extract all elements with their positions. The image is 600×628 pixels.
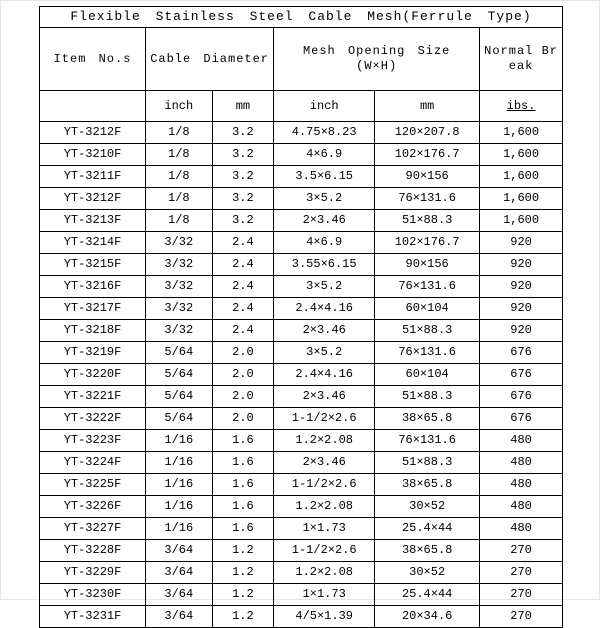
cell-mesh-inch: 3×5.2 <box>274 276 375 298</box>
cell-cable-inch: 1/16 <box>146 518 213 540</box>
cell-item-no: YT-3215F <box>40 254 146 276</box>
cell-cable-mm: 2.0 <box>212 408 274 430</box>
cell-mesh-inch: 2×3.46 <box>274 210 375 232</box>
table-row <box>40 606 563 628</box>
cell-item-no: YT-3213F <box>40 210 146 232</box>
unit-break-ibs <box>480 91 563 122</box>
cell-item-no: YT-3229F <box>40 562 146 584</box>
cell-cable-mm: 2.0 <box>212 342 274 364</box>
cell-cable-inch: 5/64 <box>146 386 213 408</box>
cell-cable-mm: 1.6 <box>212 474 274 496</box>
cell-cable-mm: 3.2 <box>212 166 274 188</box>
cell-mesh-mm: 30×52 <box>375 496 480 518</box>
cell-mesh-inch: 3.5×6.15 <box>274 166 375 188</box>
cell-cable-mm: 2.4 <box>212 298 274 320</box>
table-row <box>40 122 563 144</box>
table-body <box>40 122 563 628</box>
cell-cable-inch: 1/8 <box>146 188 213 210</box>
unit-item-empty <box>40 91 146 122</box>
cell-mesh-inch: 1.2×2.08 <box>274 562 375 584</box>
cell-cable-mm: 2.0 <box>212 386 274 408</box>
cell-mesh-inch: 2×3.46 <box>274 386 375 408</box>
cell-cable-inch: 1/16 <box>146 430 213 452</box>
cell-cable-inch: 5/64 <box>146 342 213 364</box>
cell-mesh-mm: 25.4×44 <box>375 584 480 606</box>
cell-cable-inch: 3/64 <box>146 606 213 628</box>
cell-item-no: YT-3225F <box>40 474 146 496</box>
header-mesh-opening-size <box>274 28 480 91</box>
table-row <box>40 320 563 342</box>
cell-mesh-inch: 1.2×2.08 <box>274 430 375 452</box>
cell-item-no: YT-3222F <box>40 408 146 430</box>
cell-mesh-inch: 4.75×8.23 <box>274 122 375 144</box>
table-row <box>40 144 563 166</box>
cell-item-no: YT-3224F <box>40 452 146 474</box>
cell-mesh-mm: 120×207.8 <box>375 122 480 144</box>
table-row <box>40 452 563 474</box>
cell-break: 480 <box>480 474 563 496</box>
cell-cable-inch: 1/8 <box>146 166 213 188</box>
cell-mesh-inch: 3×5.2 <box>274 342 375 364</box>
cell-break: 1,600 <box>480 188 563 210</box>
cell-break: 676 <box>480 386 563 408</box>
cell-item-no: YT-3231F <box>40 606 146 628</box>
cell-item-no: YT-3217F <box>40 298 146 320</box>
cell-cable-mm: 1.2 <box>212 584 274 606</box>
cell-mesh-mm: 60×104 <box>375 364 480 386</box>
table-row <box>40 254 563 276</box>
cell-item-no: YT-3226F <box>40 496 146 518</box>
cell-cable-mm: 1.6 <box>212 452 274 474</box>
cell-cable-inch: 3/64 <box>146 584 213 606</box>
cell-mesh-inch: 3.55×6.15 <box>274 254 375 276</box>
cell-break: 270 <box>480 606 563 628</box>
cell-cable-inch: 1/16 <box>146 496 213 518</box>
cell-cable-mm: 1.6 <box>212 430 274 452</box>
cell-mesh-mm: 102×176.7 <box>375 232 480 254</box>
cell-mesh-mm: 20×34.6 <box>375 606 480 628</box>
table-row <box>40 540 563 562</box>
cell-item-no: YT-3212F <box>40 188 146 210</box>
cell-mesh-mm: 51×88.3 <box>375 210 480 232</box>
cell-cable-mm: 2.0 <box>212 364 274 386</box>
header-mesh-opening-line1: Mesh Opening Size <box>302 44 451 58</box>
cell-cable-inch: 3/64 <box>146 540 213 562</box>
table-row <box>40 188 563 210</box>
cell-item-no: YT-3227F <box>40 518 146 540</box>
cell-mesh-inch: 1×1.73 <box>274 518 375 540</box>
table-row <box>40 298 563 320</box>
header-mesh-opening-line2: (W×H) <box>356 59 398 73</box>
cell-mesh-inch: 2.4×4.16 <box>274 364 375 386</box>
cell-mesh-inch: 4×6.9 <box>274 144 375 166</box>
cell-item-no: YT-3216F <box>40 276 146 298</box>
unit-break-label: ibs. <box>506 98 536 113</box>
cell-cable-mm: 1.6 <box>212 496 274 518</box>
unit-mesh-mm: mm <box>375 91 480 122</box>
cell-mesh-mm: 90×156 <box>375 166 480 188</box>
cell-cable-mm: 1.6 <box>212 518 274 540</box>
cell-break: 1,600 <box>480 166 563 188</box>
cell-cable-inch: 3/32 <box>146 276 213 298</box>
cell-cable-inch: 3/32 <box>146 320 213 342</box>
table-title: Flexible Stainless Steel Cable Mesh(Ferrule Type) <box>40 7 563 28</box>
cell-break: 480 <box>480 452 563 474</box>
cell-break: 480 <box>480 496 563 518</box>
cell-cable-mm: 2.4 <box>212 232 274 254</box>
table-row <box>40 474 563 496</box>
cell-cable-mm: 3.2 <box>212 122 274 144</box>
cell-cable-inch: 1/8 <box>146 144 213 166</box>
table-row <box>40 584 563 606</box>
cell-mesh-mm: 76×131.6 <box>375 276 480 298</box>
table-row <box>40 562 563 584</box>
cell-mesh-inch: 1.2×2.08 <box>274 496 375 518</box>
cell-cable-mm: 2.4 <box>212 254 274 276</box>
cell-cable-inch: 3/32 <box>146 232 213 254</box>
cell-cable-inch: 1/16 <box>146 474 213 496</box>
cell-cable-mm: 2.4 <box>212 276 274 298</box>
cell-cable-mm: 1.2 <box>212 562 274 584</box>
header-item-no: Item No.s <box>40 28 146 91</box>
unit-mesh-inch: inch <box>274 91 375 122</box>
cell-mesh-mm: 51×88.3 <box>375 386 480 408</box>
table-row <box>40 210 563 232</box>
cell-mesh-mm: 25.4×44 <box>375 518 480 540</box>
cell-mesh-mm: 102×176.7 <box>375 144 480 166</box>
cell-break: 920 <box>480 320 563 342</box>
cell-cable-mm: 2.4 <box>212 320 274 342</box>
cell-mesh-mm: 76×131.6 <box>375 342 480 364</box>
cell-item-no: YT-3214F <box>40 232 146 254</box>
cell-mesh-mm: 76×131.6 <box>375 430 480 452</box>
cell-mesh-mm: 38×65.8 <box>375 408 480 430</box>
cell-cable-inch: 1/8 <box>146 210 213 232</box>
cell-cable-inch: 1/16 <box>146 452 213 474</box>
cell-cable-inch: 5/64 <box>146 408 213 430</box>
cell-cable-mm: 3.2 <box>212 210 274 232</box>
cell-mesh-mm: 76×131.6 <box>375 188 480 210</box>
cell-break: 270 <box>480 562 563 584</box>
cell-item-no: YT-3220F <box>40 364 146 386</box>
cell-item-no: YT-3221F <box>40 386 146 408</box>
cell-break: 920 <box>480 298 563 320</box>
cell-mesh-inch: 1×1.73 <box>274 584 375 606</box>
table-title-row <box>40 7 563 28</box>
cell-item-no: YT-3230F <box>40 584 146 606</box>
cell-break: 920 <box>480 276 563 298</box>
cell-cable-mm: 3.2 <box>212 144 274 166</box>
cell-item-no: YT-3210F <box>40 144 146 166</box>
cell-mesh-inch: 3×5.2 <box>274 188 375 210</box>
cell-break: 920 <box>480 254 563 276</box>
table-row <box>40 232 563 254</box>
table-row <box>40 518 563 540</box>
cell-break: 676 <box>480 342 563 364</box>
cell-break: 1,600 <box>480 144 563 166</box>
cable-mesh-spec-table <box>39 6 563 628</box>
cell-mesh-inch: 4×6.9 <box>274 232 375 254</box>
table-row <box>40 166 563 188</box>
cell-mesh-mm: 60×104 <box>375 298 480 320</box>
cell-break: 270 <box>480 540 563 562</box>
cell-break: 1,600 <box>480 210 563 232</box>
cell-mesh-mm: 30×52 <box>375 562 480 584</box>
cell-mesh-inch: 4/5×1.39 <box>274 606 375 628</box>
cell-item-no: YT-3219F <box>40 342 146 364</box>
cell-cable-mm: 1.2 <box>212 606 274 628</box>
cell-item-no: YT-3223F <box>40 430 146 452</box>
cell-break: 480 <box>480 518 563 540</box>
table-row <box>40 276 563 298</box>
cell-mesh-mm: 51×88.3 <box>375 452 480 474</box>
cell-mesh-mm: 38×65.8 <box>375 474 480 496</box>
cell-cable-inch: 3/64 <box>146 562 213 584</box>
cell-cable-mm: 3.2 <box>212 188 274 210</box>
table-row <box>40 386 563 408</box>
cell-mesh-inch: 1-1/2×2.6 <box>274 474 375 496</box>
table-row <box>40 430 563 452</box>
cell-mesh-inch: 2.4×4.16 <box>274 298 375 320</box>
cell-mesh-mm: 51×88.3 <box>375 320 480 342</box>
cell-cable-mm: 1.2 <box>212 540 274 562</box>
cell-break: 920 <box>480 232 563 254</box>
cell-break: 270 <box>480 584 563 606</box>
cell-break: 676 <box>480 408 563 430</box>
cell-cable-inch: 1/8 <box>146 122 213 144</box>
cell-cable-inch: 5/64 <box>146 364 213 386</box>
cell-mesh-inch: 2×3.46 <box>274 320 375 342</box>
header-cable-diameter: Cable Diameter <box>146 28 274 91</box>
table-unit-row <box>40 91 563 122</box>
table-header-row <box>40 28 563 91</box>
cell-cable-inch: 3/32 <box>146 298 213 320</box>
cell-break: 676 <box>480 364 563 386</box>
header-normal-break: Normal Break <box>480 28 563 91</box>
cell-item-no: YT-3218F <box>40 320 146 342</box>
unit-cable-inch: inch <box>146 91 213 122</box>
cell-item-no: YT-3228F <box>40 540 146 562</box>
cell-break: 480 <box>480 430 563 452</box>
cell-mesh-inch: 1-1/2×2.6 <box>274 540 375 562</box>
cell-break: 1,600 <box>480 122 563 144</box>
cell-cable-inch: 3/32 <box>146 254 213 276</box>
table-row <box>40 342 563 364</box>
cell-mesh-inch: 2×3.46 <box>274 452 375 474</box>
table-row <box>40 408 563 430</box>
cell-mesh-inch: 1-1/2×2.6 <box>274 408 375 430</box>
table-row <box>40 496 563 518</box>
unit-cable-mm: mm <box>212 91 274 122</box>
cell-mesh-mm: 38×65.8 <box>375 540 480 562</box>
cell-item-no: YT-3212F <box>40 122 146 144</box>
table-row <box>40 364 563 386</box>
cell-mesh-mm: 90×156 <box>375 254 480 276</box>
cell-item-no: YT-3211F <box>40 166 146 188</box>
